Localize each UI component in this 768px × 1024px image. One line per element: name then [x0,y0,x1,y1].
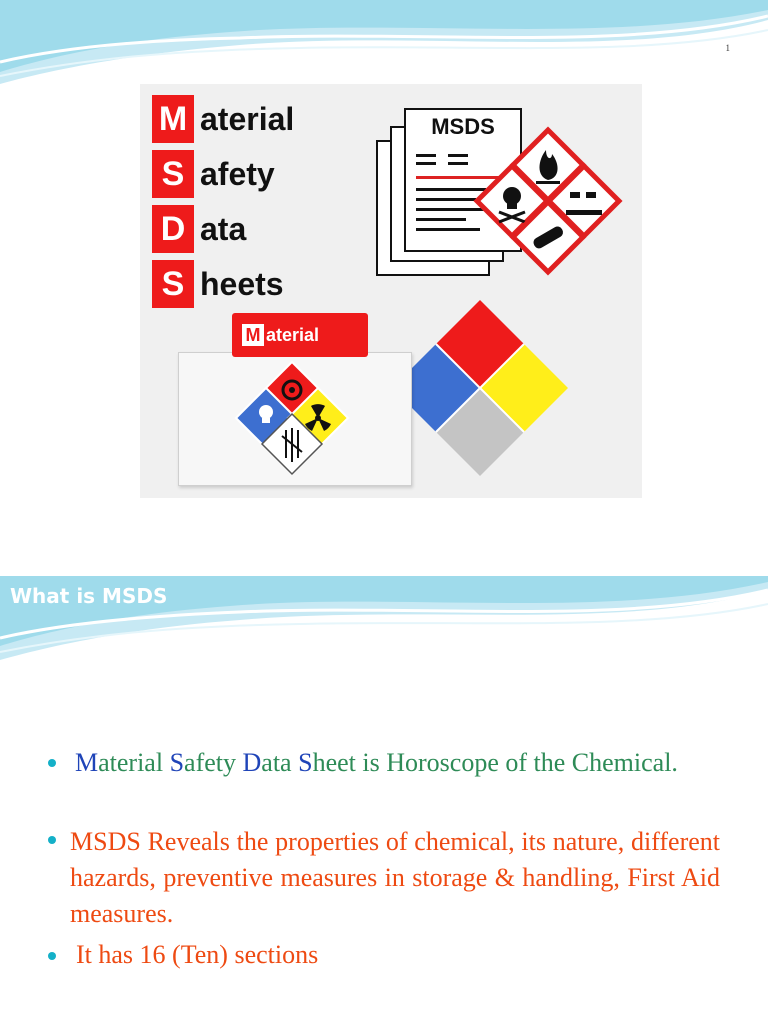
slide-title: What is MSDS [10,584,168,608]
bullet-2: MSDS Reveals the properties of chemical, its nature, different hazards, preventive measures in storage & handling, First Aid measures. [70,827,720,928]
sheet-title: MSDS [431,114,495,139]
word-sheet: heet is Horoscope of the Chemical. [312,748,678,777]
bullet-1 [70,745,720,781]
word-heets: heets [200,266,284,302]
bullet-3: It has 16 (Ten) sections [76,940,319,969]
bullet-dot [48,836,56,844]
word-material: aterial [98,748,170,777]
bullet-dot [48,952,56,960]
slide-number: 1 [725,43,730,53]
word-afety: afety [200,156,275,192]
letter-s2: S [152,260,194,308]
letter-s: S [152,150,194,198]
folder-tab-text: aterial [266,325,320,345]
word-ata: ata [200,211,247,247]
letter-m: M [152,95,194,143]
acronym-m: M [75,748,99,777]
word-aterial: aterial [200,101,295,137]
word-data: ata [261,748,299,777]
slide-2 [0,512,768,1024]
letter-d: D [152,205,194,253]
word-safety: afety [184,748,243,777]
folder-tab-letter: M [242,324,264,346]
acronym-s: S [169,748,185,777]
acronym-s2: S [298,748,313,777]
bullet-dot [48,759,56,767]
acronym-d: D [242,748,262,777]
